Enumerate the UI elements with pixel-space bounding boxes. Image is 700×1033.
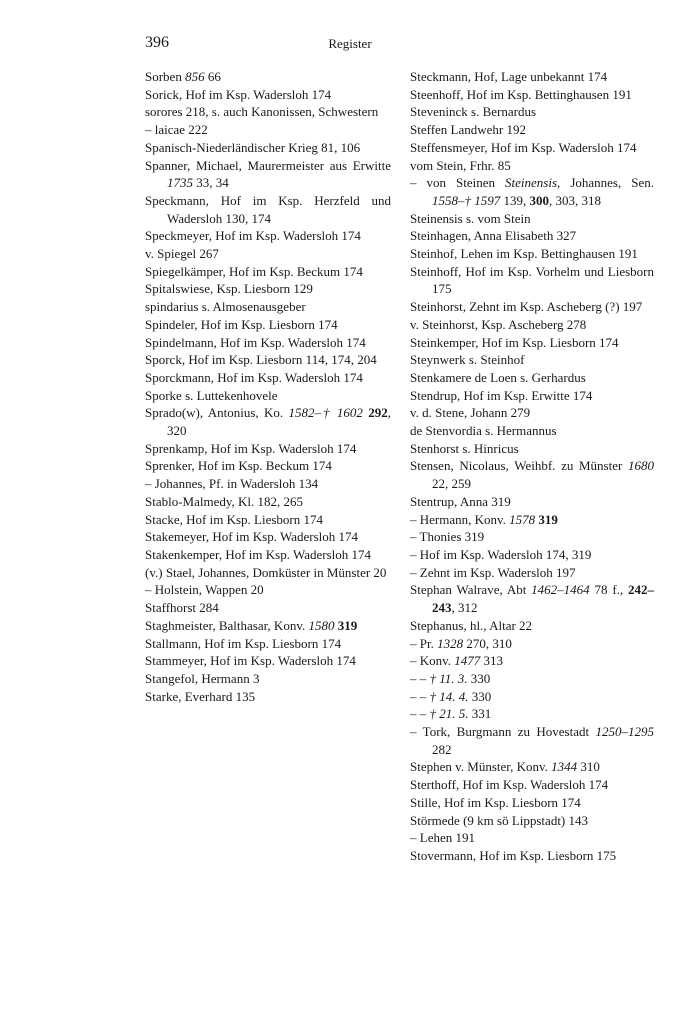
entry-text: – –: [410, 706, 430, 722]
entry-text: Stacke, Hof im Ksp. Liesborn 174: [145, 511, 324, 527]
entry-text: Staghmeister, Balthasar, Konv.: [145, 617, 309, 633]
index-entry: [145, 369, 391, 387]
index-entry: [145, 581, 391, 599]
entry-text: Stakenkemper, Hof im Ksp. Wadersloh 174: [145, 546, 372, 562]
index-entry: [145, 652, 391, 670]
index-column-right: [410, 68, 654, 865]
entry-text: Spiegelkämper, Hof im Ksp. Beckum 174: [145, 263, 363, 279]
entry-text: Stenhorst s. Hinricus: [410, 440, 519, 456]
entry-text: 292: [368, 405, 388, 421]
entry-text: Speckmeyer, Hof im Ksp. Wadersloh 174: [145, 228, 361, 244]
entry-text: spindarius s. Almosenausgeber: [145, 299, 306, 315]
entry-text: de Stenvordia s. Hermannus: [410, 423, 557, 439]
index-entry: [145, 670, 391, 688]
entry-text: – Holstein, Wappen 20: [145, 582, 264, 598]
entry-text: Spanisch-Niederländischer Krieg 81, 106: [145, 139, 361, 155]
entry-text: – Tork, Burgmann zu Hovestadt: [410, 724, 596, 740]
entry-text: Steffensmeyer, Hof im Ksp. Wadersloh 174: [410, 139, 637, 155]
index-entry: [410, 511, 654, 529]
index-entry: [145, 263, 391, 281]
index-entry: [410, 564, 654, 582]
entry-text: Sporke s. Luttekenhovele: [145, 387, 278, 403]
entry-text: † 21. 5.: [429, 706, 469, 722]
index-entry: [145, 103, 391, 121]
entry-text: 313: [480, 653, 504, 669]
index-entry: [410, 493, 654, 511]
index-entry: [410, 688, 654, 706]
index-entry: [410, 86, 654, 104]
index-entry: [410, 174, 654, 209]
entry-text: Sorben: [145, 69, 186, 84]
entry-text: Spindelmann, Hof im Ksp. Wadersloh 174: [145, 334, 366, 350]
index-entry: [145, 493, 391, 511]
entry-text: – Zehnt im Ksp. Wadersloh 197: [410, 564, 576, 580]
entry-text: (v.) Stael, Johannes, Domküster in Münster 20: [145, 564, 387, 580]
entry-text: – Pr.: [410, 635, 438, 651]
entry-text: Steffen Landwehr 192: [410, 122, 527, 138]
entry-text: Staffhorst 284: [145, 600, 219, 616]
entry-text: 33, 34: [193, 175, 229, 191]
index-entry: [410, 210, 654, 228]
entry-text: Sporckmann, Hof im Ksp. Wadersloh 174: [145, 369, 363, 385]
entry-text: 66: [204, 69, 221, 84]
index-entry: [410, 103, 654, 121]
index-entry: [410, 581, 654, 616]
entry-text: 1578: [509, 511, 536, 527]
entry-text: – Lehen 191: [410, 830, 475, 846]
entry-text: Stentrup, Anna 319: [410, 493, 511, 509]
entry-text: 310: [577, 759, 600, 775]
entry-text: 139,: [500, 192, 530, 208]
entry-text: Sprado(w), Antonius, Ko.: [145, 405, 289, 421]
entry-text: † 11. 3.: [429, 670, 468, 686]
index-entry: [410, 422, 654, 440]
entry-text: Steinkemper, Hof im Ksp. Liesborn 174: [410, 334, 619, 350]
entry-text: Stammeyer, Hof im Ksp. Wadersloh 174: [145, 653, 356, 669]
entry-text: Stangefol, Hermann 3: [145, 670, 260, 686]
index-entry: [145, 546, 391, 564]
entry-text: 1344: [551, 759, 578, 775]
entry-text: Stephanus, hl., Altar 22: [410, 617, 533, 633]
entry-text: 78 f.,: [589, 582, 628, 598]
index-entry: [145, 86, 391, 104]
index-entry: [410, 812, 654, 830]
entry-text: v. Steinhorst, Ksp. Ascheberg 278: [410, 316, 587, 332]
entry-text: Störmede (9 km sö Lippstadt) 143: [410, 812, 589, 828]
index-entry: [145, 316, 391, 334]
index-entry: [145, 68, 391, 86]
entry-text: Sprenker, Hof im Ksp. Beckum 174: [145, 458, 332, 474]
entry-text: Steinhagen, Anna Elisabeth 327: [410, 228, 577, 244]
entry-text: – laicae 222: [145, 122, 208, 138]
index-entry: [145, 617, 391, 635]
entry-text: Steinhorst, Zehnt im Ksp. Ascheberg (?) 197: [410, 299, 643, 315]
index-entry: [145, 457, 391, 475]
entry-text: Sporck, Hof im Ksp. Liesborn 114, 174, 204: [145, 352, 377, 368]
index-entry: [410, 652, 654, 670]
index-entry: [410, 829, 654, 847]
index-entry: [145, 511, 391, 529]
entry-text: 1582–† 1602: [288, 405, 363, 421]
entry-text: v. d. Stene, Johann 279: [410, 405, 531, 421]
index-entry: [410, 139, 654, 157]
entry-text: Sorick, Hof im Ksp. Wadersloh 174: [145, 86, 332, 102]
index-entry: [410, 847, 654, 865]
index-column-left: [145, 68, 391, 705]
entry-text: sorores 218, s. auch Kanonissen, Schwestern: [145, 104, 379, 120]
entry-text: 1250–1295: [595, 724, 654, 740]
entry-text: , 320: [167, 405, 392, 439]
entry-text: Sterthoff, Hof im Ksp. Wadersloh 174: [410, 777, 609, 793]
entry-text: 330: [467, 670, 491, 686]
index-entry: [410, 794, 654, 812]
entry-text: Steynwerk s. Steinhof: [410, 352, 525, 368]
entry-text: Sprenkamp, Hof im Ksp. Wadersloh 174: [145, 440, 357, 456]
index-entry: [410, 68, 654, 86]
entry-text: Steinhof, Lehen im Ksp. Bettinghausen 191: [410, 246, 638, 262]
index-entry: [410, 528, 654, 546]
entry-text: Steckmann, Hof, Lage unbekannt 174: [410, 69, 608, 84]
index-entry: [410, 263, 654, 298]
entry-text: Spanner, Michael, Maurermeister aus Erwitte: [145, 157, 391, 173]
index-entry: [410, 546, 654, 564]
entry-text: , 312: [451, 600, 478, 616]
entry-text: Stallmann, Hof im Ksp. Liesborn 174: [145, 635, 342, 651]
entry-text: Stakemeyer, Hof im Ksp. Wadersloh 174: [145, 529, 359, 545]
entry-text: v. Spiegel 267: [145, 246, 219, 262]
entry-text: Stovermann, Hof im Ksp. Liesborn 175: [410, 847, 617, 863]
entry-text: – Hof im Ksp. Wadersloh 174, 319: [410, 546, 592, 562]
index-entry: [410, 705, 654, 723]
entry-text: 1477: [454, 653, 481, 669]
entry-text: Spitalswiese, Ksp. Liesborn 129: [145, 281, 313, 297]
entry-text: 270, 310: [463, 635, 512, 651]
index-entry: [410, 334, 654, 352]
index-entry: [410, 617, 654, 635]
index-entry: [145, 245, 391, 263]
index-entry: [410, 723, 654, 758]
index-entry: [410, 245, 654, 263]
index-entry: [410, 670, 654, 688]
index-entry: [410, 157, 654, 175]
index-entry: [145, 599, 391, 617]
entry-text: 319: [337, 617, 358, 633]
entry-text: 300: [529, 192, 549, 208]
index-entry: [145, 192, 391, 227]
page-number: 396: [145, 34, 169, 51]
entry-text: 282: [432, 741, 452, 757]
index-entry: [145, 121, 391, 139]
index-entry: [410, 635, 654, 653]
entry-text: 242–243: [432, 582, 654, 616]
index-entry: [145, 688, 391, 706]
index-entry: [145, 528, 391, 546]
entry-text: 1680: [628, 458, 654, 474]
index-entry: [145, 280, 391, 298]
entry-text: Stephan Walrave, Abt: [410, 582, 532, 598]
entry-text: – –: [410, 670, 430, 686]
entry-text: – Johannes, Pf. in Wadersloh 134: [145, 476, 319, 492]
index-entry: [410, 316, 654, 334]
entry-text: Speckmann, Hof im Ksp. Herzfeld und Wadersloh 130, 174: [145, 192, 391, 226]
entry-text: Starke, Everhard 135: [145, 688, 256, 704]
index-entry: [145, 635, 391, 653]
entry-text: Stephen v. Münster, Konv.: [410, 759, 552, 775]
index-entry: [410, 298, 654, 316]
entry-text: Steinensis s. vom Stein: [410, 210, 531, 226]
entry-text: – Konv.: [410, 653, 455, 669]
index-entry: [145, 387, 391, 405]
index-entry: [410, 457, 654, 492]
entry-text: Stensen, Nicolaus, Weihbf. zu Münster: [410, 458, 628, 474]
entry-text: Steenhoff, Hof im Ksp. Bettinghausen 191: [410, 86, 632, 102]
entry-text: 1735: [167, 175, 193, 191]
index-entry: [145, 564, 391, 582]
entry-text: Spindeler, Hof im Ksp. Liesborn 174: [145, 316, 338, 332]
entry-text: 22, 259: [432, 476, 471, 492]
entry-text: – Thonies 319: [410, 529, 485, 545]
entry-text: 330: [468, 688, 492, 704]
entry-text: 1462–1464: [531, 582, 590, 598]
index-entry: [410, 387, 654, 405]
entry-text: Johannes, Sen.: [560, 175, 654, 191]
entry-text: , 303, 318: [549, 192, 601, 208]
index-entry: [410, 776, 654, 794]
entry-text: 319: [538, 511, 558, 527]
entry-text: Stablo-Malmedy, Kl. 182, 265: [145, 493, 304, 509]
index-entry: [145, 298, 391, 316]
entry-text: 331: [468, 706, 492, 722]
index-entry: [410, 351, 654, 369]
entry-text: Steinhoff, Hof im Ksp. Vorhelm und Liesborn 175: [410, 263, 654, 297]
entry-text: † 14. 4.: [429, 688, 469, 704]
index-entry: [145, 404, 391, 439]
index-entry: [145, 157, 391, 192]
entry-text: 1580: [308, 617, 335, 633]
entry-text: 1328: [437, 635, 464, 651]
index-entry: [410, 369, 654, 387]
entry-text: vom Stein, Frhr. 85: [410, 157, 511, 173]
index-entry: [410, 227, 654, 245]
index-entry: [145, 227, 391, 245]
entry-text: – von Steinen: [410, 175, 506, 191]
entry-text: 856: [185, 69, 205, 84]
entry-text: Stendrup, Hof im Ksp. Erwitte 174: [410, 387, 593, 403]
entry-text: – Hermann, Konv.: [410, 511, 510, 527]
entry-text: 1558–† 1597: [432, 192, 501, 208]
index-entry: [145, 139, 391, 157]
running-head: Register: [328, 36, 372, 51]
index-entry: [410, 758, 654, 776]
entry-text: Steinensis,: [505, 175, 561, 191]
index-entry: [410, 121, 654, 139]
entry-text: Stille, Hof im Ksp. Liesborn 174: [410, 794, 581, 810]
index-entry: [145, 334, 391, 352]
entry-text: Steveninck s. Bernardus: [410, 104, 537, 120]
entry-text: – –: [410, 688, 430, 704]
index-entry: [145, 475, 391, 493]
index-entry: [145, 440, 391, 458]
entry-text: Stenkamere de Loen s. Gerhardus: [410, 369, 586, 385]
index-entry: [145, 351, 391, 369]
index-entry: [410, 404, 654, 422]
index-entry: [410, 440, 654, 458]
